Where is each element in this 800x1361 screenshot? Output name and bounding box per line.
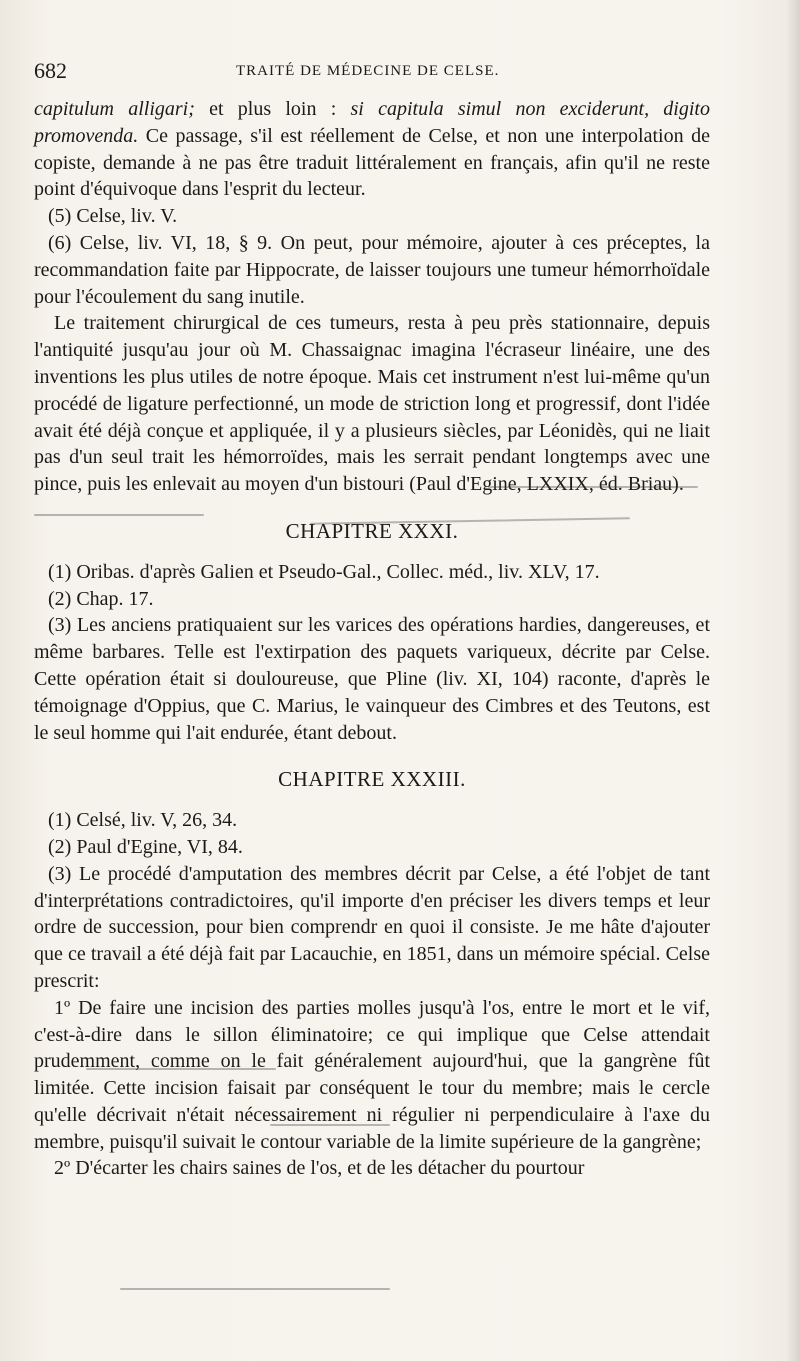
chapter-33-title: CHAPITRE XXXIII. <box>278 767 466 792</box>
paragraph-continuation <box>34 96 710 203</box>
page-number: 682 <box>34 58 67 83</box>
footnote-5: (5) Celse, liv. V. <box>48 205 178 228</box>
paragraph-treatment: Le traitement chirurgical de ces tumeurs, resta à peu près stationnaire, depuis l'antiquité jusqu'au jour où M. Chassaignac imagina l'écraseur linéaire, une des inventions les plus utiles de notre époque. Mais cet instrument n'est lui-même qu'un procédé de ligature perfectionné, un mode de striction long et progressif, dont l'idée avait été déjà conçue et appliquée, il y a plusieurs siècles, par Léonidès, qui ne liait pas d'un seul trait les hémorroïdes, mais les serrait pendant longtemps avec une pince, puis les enlevait au moyen d'un bistouri (Paul d'Egine, LXXIX, éd. Briau). <box>34 312 710 496</box>
ch31-note-1: (1) Oribas. d'après Galien et Pseudo-Gal., Collec. méd., liv. XLV, 17. <box>48 560 600 583</box>
pencil-underline <box>120 1288 390 1290</box>
ch33-item-1: 1º De faire une incision des parties molles jusqu'à l'os, entre le mort et le vif, c'est-à-dire dans le sillon éliminatoire; ce qui implique que Celse attendait prudemment, comme on le fait généralement aujourd'hui, que la gangrène fût limitée. Cette incision faisait par conséquent le tour du membre; mais le cercle qu'elle décrivait n'était nécessairement ni régulier ni perpendiculaire à l'axe du membre, puisqu'il suivait le contour variable de la limite supérieure de la gangrène; <box>34 996 710 1153</box>
page-edge-shadow <box>786 0 800 1361</box>
latin-quote-b: si capitula simul non exciderunt, digito promovenda. <box>34 98 710 147</box>
ch33-item-2: 2º D'écarter les chairs saines de l'os, et de les détacher du pourtour <box>54 1157 585 1180</box>
latin-quote-a: capitulum alligari; <box>34 98 195 120</box>
ch33-note-2: (2) Paul d'Egine, VI, 84. <box>48 835 243 858</box>
ch31-note-3: (3) Les anciens pratiquaient sur les varices des opérations hardies, dangereuses, et même barbares. Telle est l'extirpation des paquets variqueux, décrite par Celse. Cette opération était si douloureuse, que Pline (liv. XI, 104) raconte, d'après le témoignage d'Oppius, que C. Marius, le vainqueur des Cimbres et des Teutons, est le seul homme qui l'ait endurée, étant debout. <box>34 614 710 744</box>
pencil-underline <box>270 1124 390 1126</box>
pencil-underline <box>34 514 204 516</box>
ch33-note-1: (1) Celsé, liv. V, 26, 34. <box>48 809 238 832</box>
ch33-note-3: (3) Le procédé d'amputation des membres décrit par Celse, a été l'objet de tant d'interprétations contradictoires, qu'il importe d'en préciser les divers temps et leur ordre de succession, pour bien comprendr en quoi il consiste. Je me hâte d'ajouter que ce travail a été déjà fait par Lacauchie, en 1851, dans un mémoire spécial. Celse prescrit: <box>34 862 710 992</box>
pencil-underline <box>488 486 698 488</box>
running-title: TRAITÉ DE MÉDECINE DE CELSE. <box>236 63 500 79</box>
main-text <box>34 96 710 1182</box>
paragraph-rest: Ce passage, s'il est réellement de Celse, et non une interpolation de copiste, demande à ne pas être traduit littéralement en français, afin qu'il ne reste point d'équivoque dans l'esprit du lecteur. <box>34 124 710 201</box>
pencil-underline <box>86 1068 276 1070</box>
ch31-note-2: (2) Chap. 17. <box>48 587 154 610</box>
page-header <box>34 58 712 88</box>
chapter-31-title: CHAPITRE XXXI. <box>285 518 459 543</box>
footnote-6: (6) Celse, liv. VI, 18, § 9. On peut, pour mémoire, ajouter à ces préceptes, la recommandation faite par Hippocrate, de laisser toujours une tumeur hémorrhoïdale pour l'écoulement du sang inutile. <box>34 231 710 308</box>
connector-text: et plus loin : <box>194 98 351 120</box>
